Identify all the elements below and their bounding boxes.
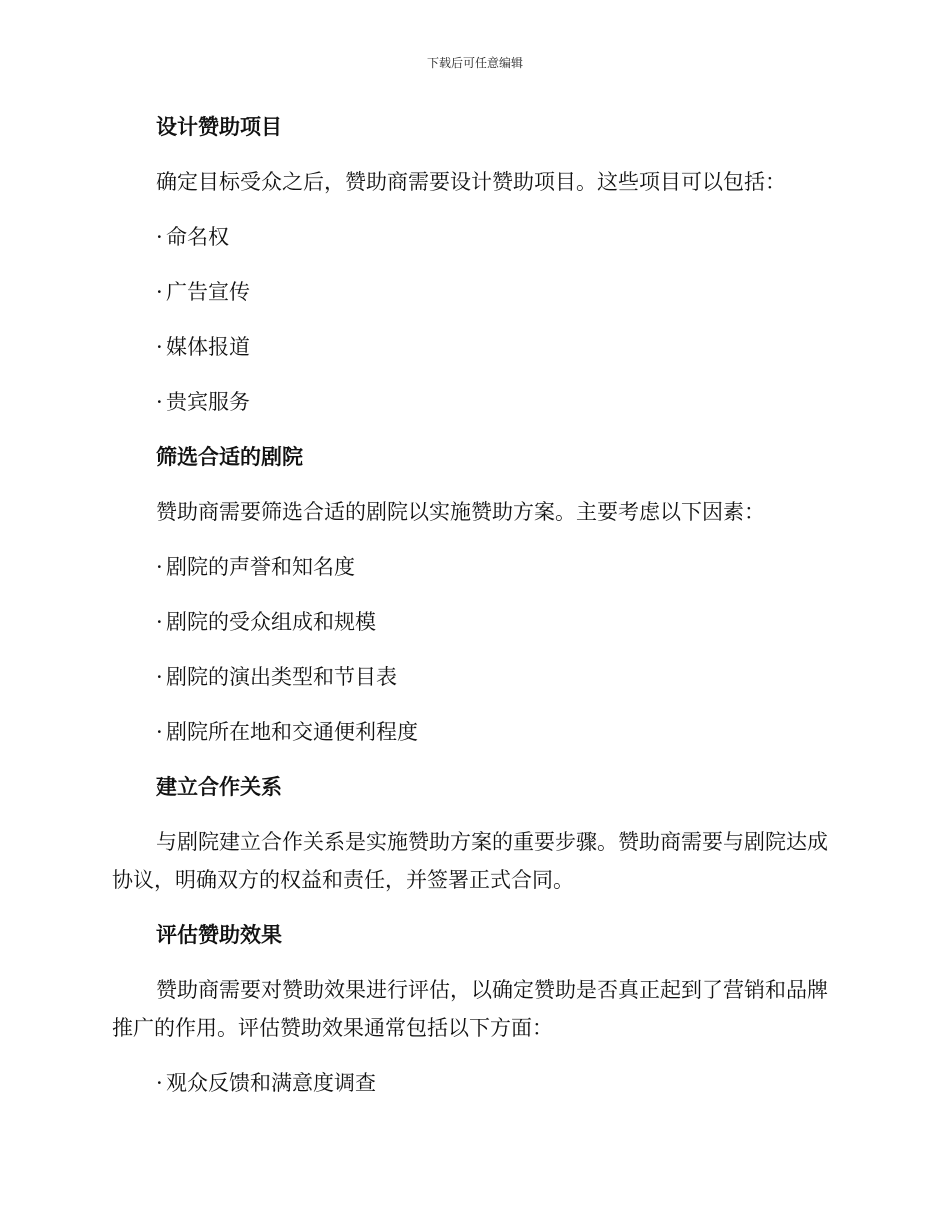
bullet-item: · 媒体报道 [112, 328, 832, 366]
document-body [112, 108, 832, 1119]
bullet-dot-icon: · [156, 335, 163, 359]
section-heading: 设计赞助项目 [156, 115, 282, 139]
bullet-item: · 命名权 [112, 218, 832, 256]
bullet-item: · 剧院的受众组成和规模 [112, 603, 832, 641]
section-paragraph: 确定目标受众之后，赞助商需要设计赞助项目。这些项目可以包括： [156, 170, 786, 194]
bullet-dot-icon: · [156, 280, 163, 304]
bullet-item: · 剧院的演出类型和节目表 [112, 658, 832, 696]
section-heading: 评估赞助效果 [156, 923, 282, 947]
bullet-item: · 剧院所在地和交通便利程度 [112, 713, 832, 751]
bullet-dot-icon: · [156, 665, 163, 689]
bullet-item: · 剧院的声誉和知名度 [112, 548, 832, 586]
section-paragraph: 与剧院建立合作关系是实施赞助方案的重要步骤。赞助商需要与剧院达成协议，明确双方的权益和责任，并签署正式合同。 [112, 830, 828, 892]
section-heading: 筛选合适的剧院 [156, 445, 303, 469]
bullet-item: · 广告宣传 [112, 273, 832, 311]
bullet-dot-icon: · [156, 720, 163, 744]
bullet-item: · 观众反馈和满意度调查 [112, 1064, 832, 1102]
bullet-dot-icon: · [156, 225, 163, 249]
bullet-dot-icon: · [156, 1071, 163, 1095]
section-paragraph: 赞助商需要对赞助效果进行评估，以确定赞助是否真正起到了营销和品牌推广的作用。评估赞助效果通常包括以下方面： [112, 978, 828, 1040]
page-header-note: 下载后可任意编辑 [426, 56, 523, 70]
section-paragraph: 赞助商需要筛选合适的剧院以实施赞助方案。主要考虑以下因素： [156, 500, 765, 524]
section-heading: 建立合作关系 [156, 775, 282, 799]
bullet-dot-icon: · [156, 555, 163, 579]
bullet-dot-icon: · [156, 390, 163, 414]
bullet-dot-icon: · [156, 610, 163, 634]
bullet-item: · 贵宾服务 [112, 383, 832, 421]
